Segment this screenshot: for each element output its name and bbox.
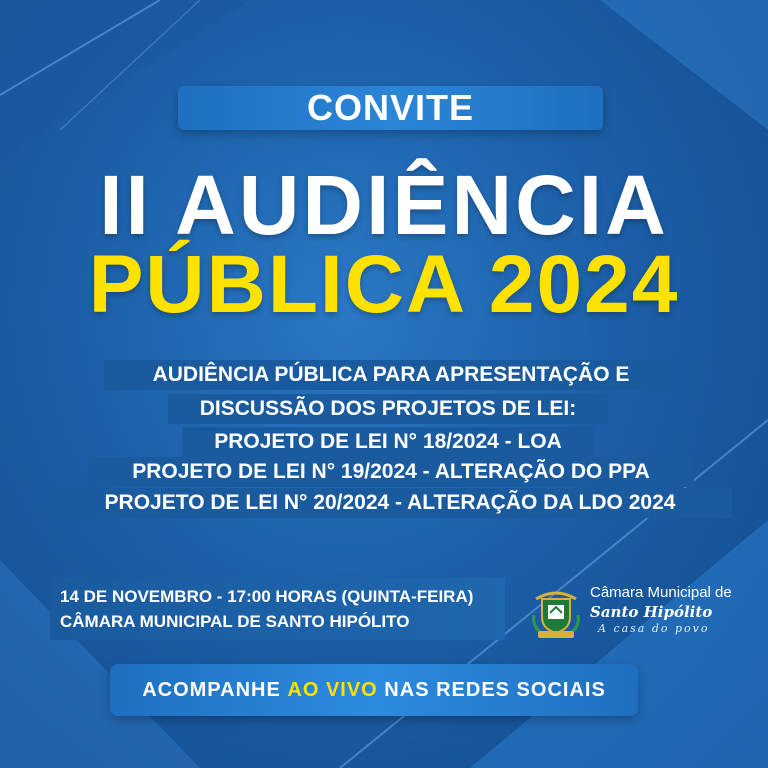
institution-tagline: A casa do povo (598, 622, 710, 635)
municipal-coat-of-arms-icon (528, 585, 584, 641)
title-line-1: II AUDIÊNCIA (99, 158, 669, 252)
description-line-2: DISCUSSÃO DOS PROJETOS DE LEI: (168, 394, 608, 424)
title-line-2: PÚBLICA 2024 (88, 239, 680, 330)
institution-line-2: Santo Hipólito (590, 603, 713, 621)
top-right-shape (600, 0, 768, 130)
institution-name (590, 584, 732, 636)
event-location: CÂMARA MUNICIPAL DE SANTO HIPÓLITO (60, 612, 410, 631)
convite-label: CONVITE (306, 87, 474, 128)
description-line-1: AUDIÊNCIA PÚBLICA PARA APRESENTAÇÃO E (104, 360, 678, 390)
description-line-4: PROJETO DE LEI N° 19/2024 - ALTERAÇÃO DO PPA (88, 457, 694, 487)
convite-banner (178, 86, 603, 130)
description-line-3: PROJETO DE LEI N° 18/2024 - LOA (182, 427, 594, 457)
live-stream-banner (110, 664, 638, 716)
event-info (50, 578, 505, 640)
event-datetime: 14 DE NOVEMBRO - 17:00 HORAS (QUINTA-FEIRA) (60, 587, 474, 606)
live-text-after: NAS REDES SOCIAIS (377, 678, 606, 701)
description-line-5: PROJETO DE LEI N° 20/2024 - ALTERAÇÃO DA LDO 2024 (48, 488, 732, 518)
bottom-right-shape (470, 520, 768, 768)
institution-line-1: Câmara Municipal de (590, 584, 732, 601)
top-left-shape (0, 0, 250, 160)
live-text-before: ACOMPANHE (142, 678, 288, 701)
live-text-highlight: AO VIVO (287, 678, 378, 701)
